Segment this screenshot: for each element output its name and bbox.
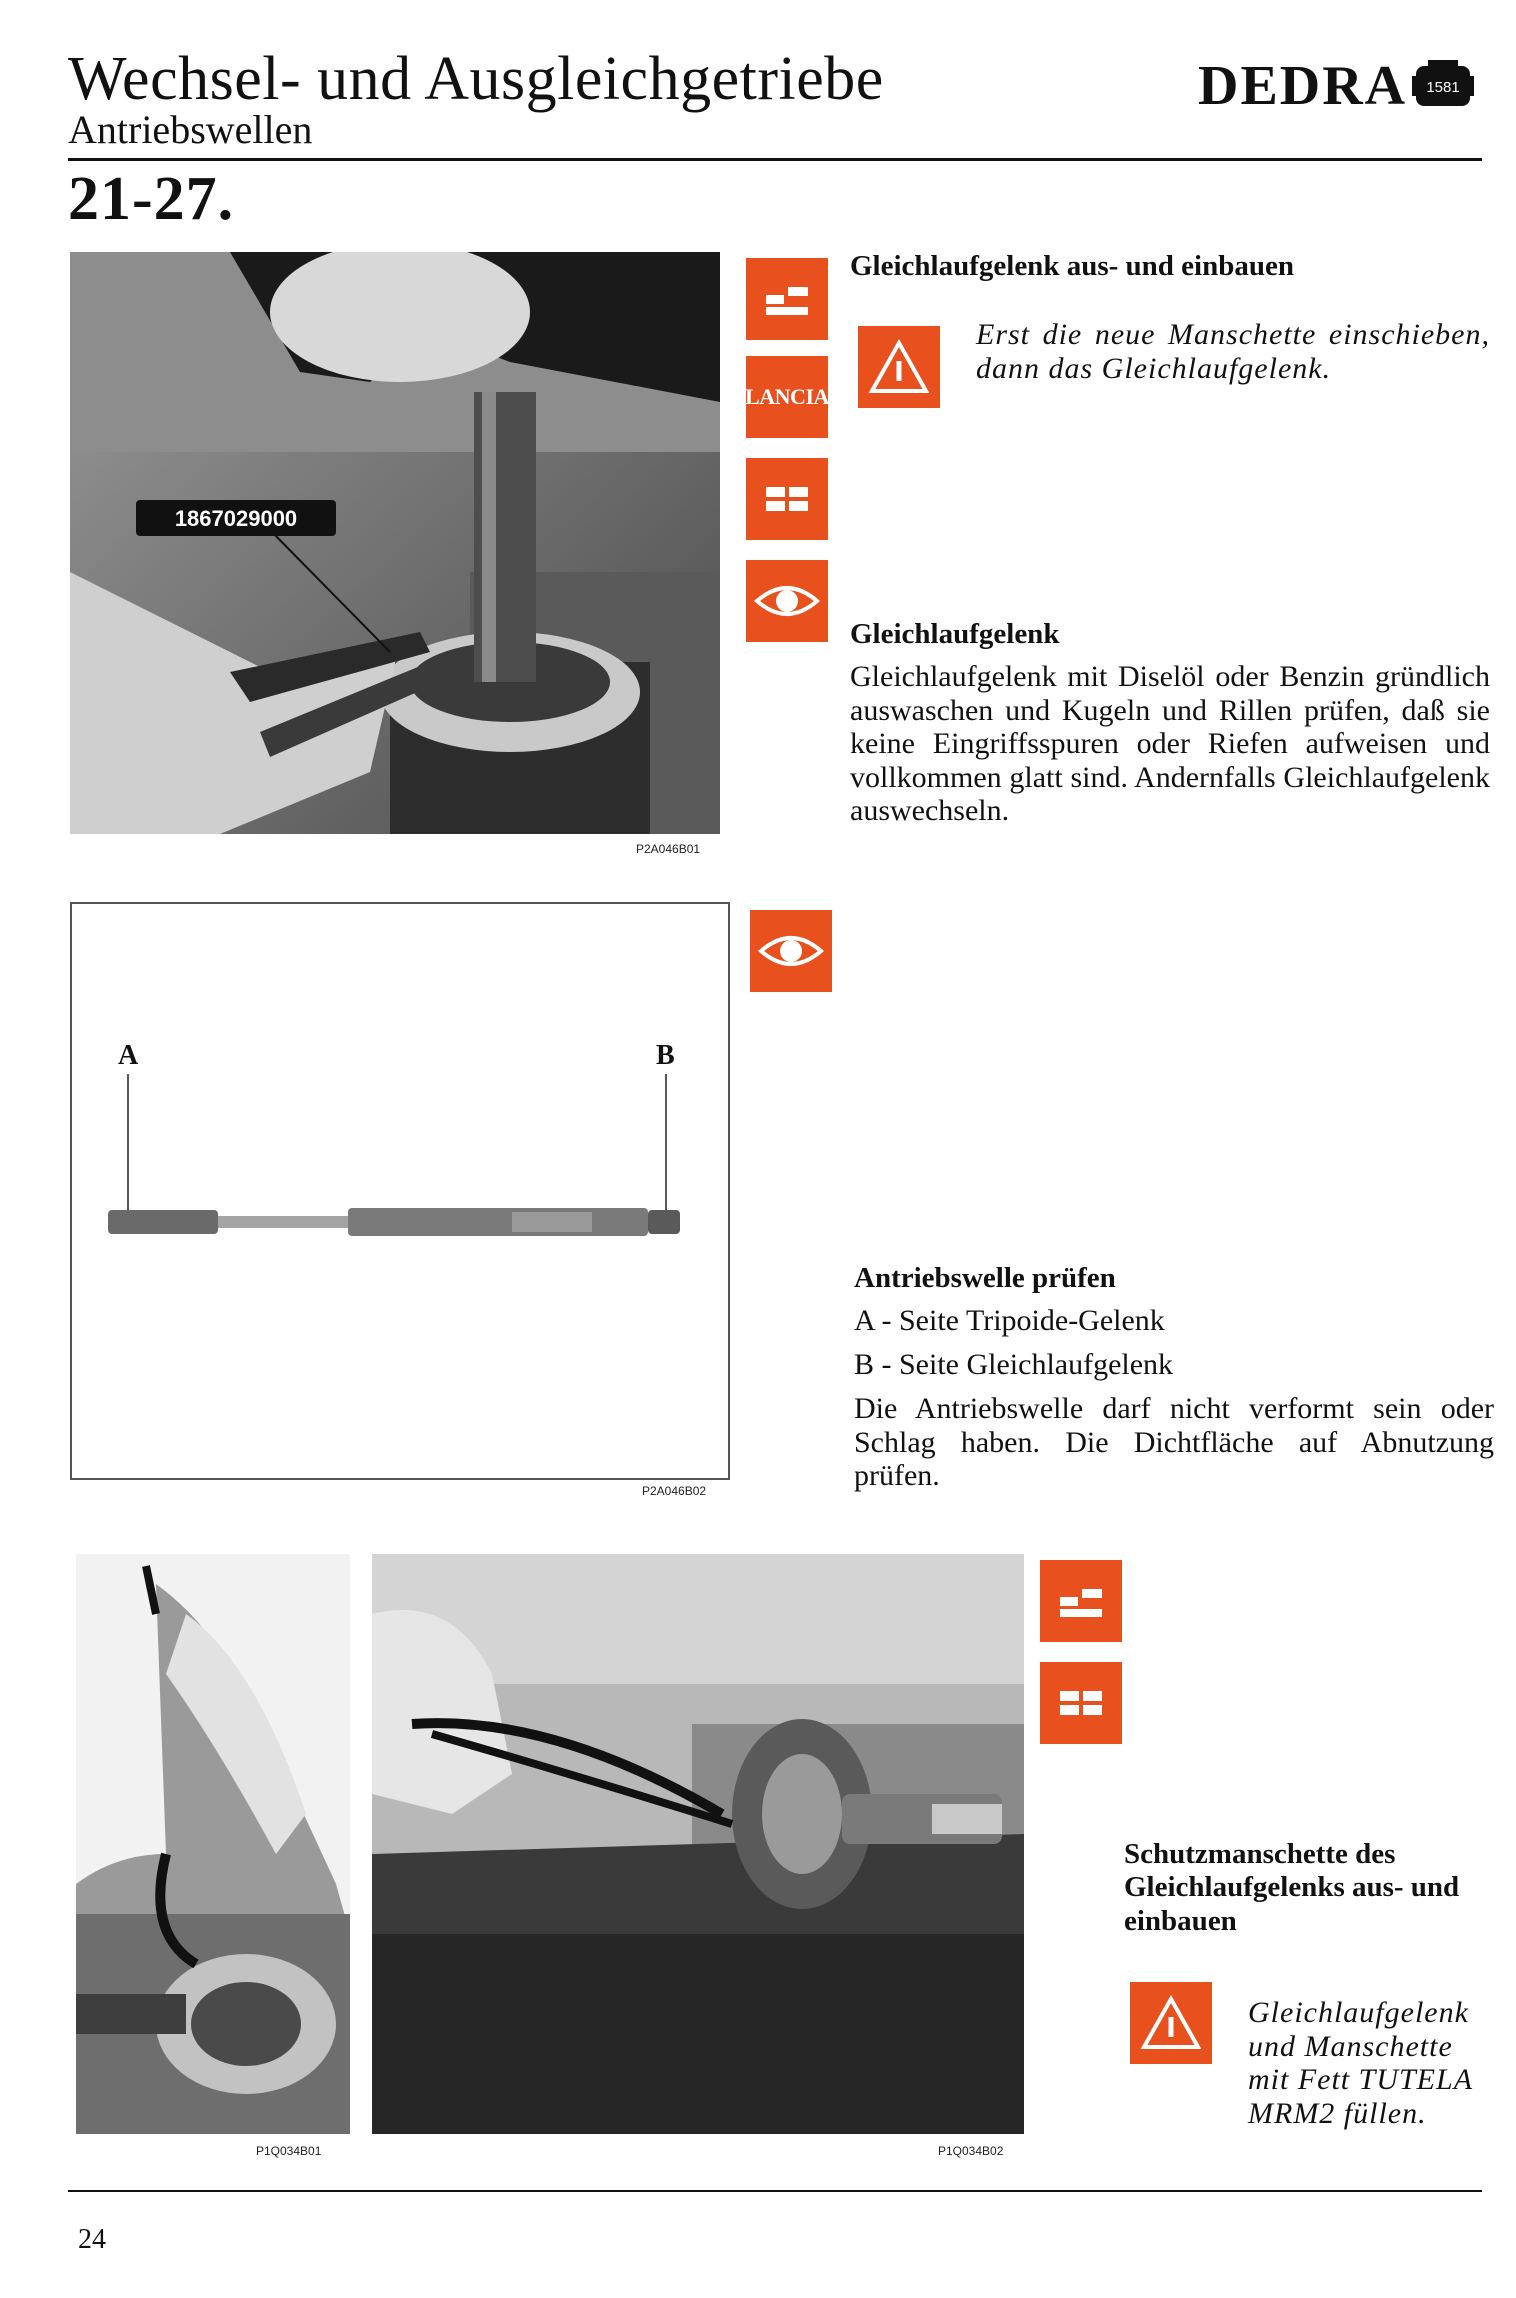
joint-inspection-text: Gleichlaufgelenk mit Diselöl oder Benzin gründlich auswaschen und Kugeln und Rillen prüfen, daß sie keine Eingriffsspuren oder Riefen aufweisen und vollkommen glatt sind. Andernfalls Gleichlaufgelenk auswechseln. — [850, 660, 1490, 828]
diagram-label-b: B — [656, 1040, 675, 1071]
section-number: 21-27. — [68, 165, 235, 233]
photo-joint-removal — [70, 252, 720, 834]
removal-icon — [746, 258, 828, 340]
assembly-icon — [1040, 1662, 1122, 1744]
lancia-label: LANCIA — [745, 384, 829, 409]
shaft-side-a: A - Seite Tripoide-Gelenk — [854, 1304, 1165, 1337]
boot-heading: Schutzmanschette des Gleichlaufgelenks aus- und einbauen — [1124, 1838, 1460, 1937]
photo1-caption: P2A046B01 — [636, 842, 701, 856]
warning-icon — [858, 326, 940, 408]
boot-warning: Gleichlaufgelenk und Manschette mit Fett TUTELA MRM2 füllen. — [1248, 1996, 1473, 2130]
warning-icon — [1130, 1982, 1212, 2064]
engine-badge-icon — [1412, 60, 1474, 112]
assembly-icon — [746, 458, 828, 540]
brand-name: DEDRA — [1198, 55, 1408, 117]
diagram-label-a: A — [118, 1040, 139, 1071]
shaft-side-b: B - Seite Gleichlaufgelenk — [854, 1348, 1174, 1381]
page-title: Wechsel- und Ausgleichgetriebe — [68, 45, 884, 113]
inspect-eye-icon — [750, 910, 832, 992]
joint-removal-heading: Gleichlaufgelenk aus- und einbauen — [850, 250, 1294, 282]
diagram-caption: P2A046B02 — [642, 1484, 707, 1498]
page-number: 24 — [78, 2224, 106, 2255]
photo-boot-clamp-small — [76, 1554, 350, 2134]
joint-removal-warning: Erst die neue Manschette einschieben, dann das Gleichlaufgelenk. — [976, 318, 1490, 385]
drive-shaft-diagram — [70, 902, 730, 1480]
shaft-check-text: Die Antriebswelle darf nicht verformt sein oder Schlag haben. Die Dichtfläche auf Abnutzung prüfen. — [854, 1392, 1494, 1493]
inspect-eye-icon — [746, 560, 828, 642]
shaft-check-heading: Antriebswelle prüfen — [854, 1262, 1116, 1294]
page-subtitle: Antriebswellen — [68, 107, 313, 152]
joint-inspection-heading: Gleichlaufgelenk — [850, 618, 1060, 650]
photo-boot-clamp-large — [372, 1554, 1024, 2134]
photo4-caption: P1Q034B02 — [938, 2144, 1004, 2158]
lancia-tool-icon — [746, 356, 828, 438]
removal-icon — [1040, 1560, 1122, 1642]
header-divider — [68, 158, 1482, 161]
tool-number-label: 1867029000 — [174, 506, 298, 531]
footer-divider — [68, 2190, 1482, 2192]
photo3-caption: P1Q034B01 — [256, 2144, 322, 2158]
engine-badge-label: 1581 — [1426, 79, 1460, 96]
